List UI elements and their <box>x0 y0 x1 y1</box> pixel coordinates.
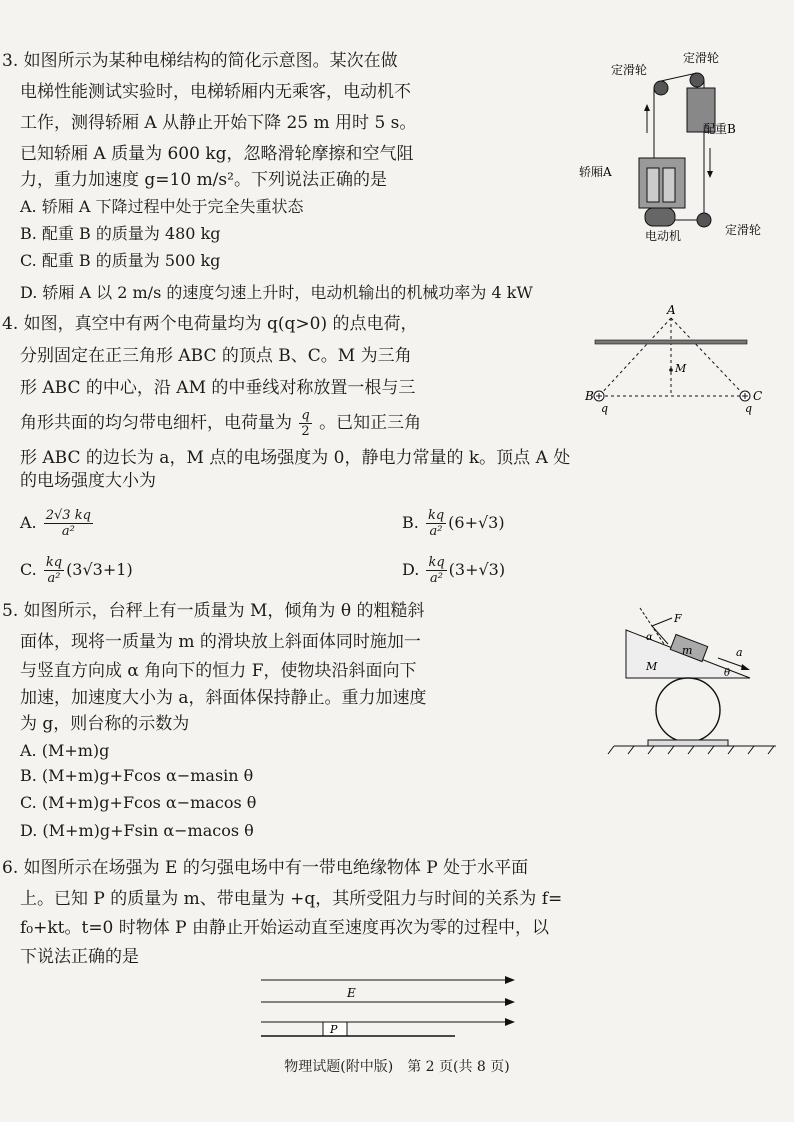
q15-option-d: D. (M+m)g+Fsin α−macos θ <box>20 821 254 840</box>
half-q-fraction <box>299 408 311 439</box>
q14-line-1: 4. 如图，真空中有两个电荷量均为 q(q>0) 的点电荷， <box>2 314 418 334</box>
q15-option-c: C. (M+m)g+Fcos α−macos θ <box>20 793 257 812</box>
q15-line-5: 为 g，则台称的示数为 <box>20 714 190 734</box>
q14-option-d-num: kq <box>428 555 445 570</box>
q14-line-2: 分别固定在正三角形 ABC 的顶点 B、C。M 为三角 <box>20 346 412 366</box>
label-alpha: α <box>646 632 653 643</box>
q15-option-b: B. (M+m)g+Fcos α−masin θ <box>20 766 254 785</box>
elevator-car-a <box>639 158 685 208</box>
q14-option-b-tail: (6+√3) <box>448 513 505 532</box>
q14-option-d-den: a² <box>430 571 444 586</box>
pulley-top-left <box>654 81 668 95</box>
label-pulley-bottom: 定滑轮 <box>725 223 762 237</box>
q14-line-6: 的电场强度大小为 <box>20 471 156 491</box>
label-pulley-top-left: 定滑轮 <box>611 63 648 77</box>
q13-option-c: C. 配重 B 的质量为 500 kg <box>20 251 221 270</box>
q14-option-d <box>402 555 505 586</box>
label-m-large: M <box>646 660 658 673</box>
q14-line-3: 形 ABC 的中心，沿 AM 的中垂线对称放置一根与三 <box>20 378 416 398</box>
q14-option-b-label: B. <box>402 513 419 532</box>
q14-line-4-text: 角形共面的均匀带电细杆，电荷量为 <box>20 413 292 433</box>
q15-line-3: 与竖直方向成 α 角向下的恒力 F，使物块沿斜面向下 <box>20 661 417 681</box>
half-q-den: 2 <box>301 424 310 439</box>
page-footer: 物理试题(附中版) 第 2 页(共 8 页) <box>284 1059 510 1075</box>
label-force-f: F <box>674 612 682 625</box>
q13-line-5: 力，重力加速度 g=10 m/s²。下列说法正确的是 <box>20 170 387 190</box>
q14-option-c-fraction <box>44 555 64 586</box>
pulley-bottom <box>697 213 711 227</box>
q14-option-d-tail: (3+√3) <box>448 560 506 579</box>
q14-option-a-fraction <box>44 508 93 539</box>
q14-option-b <box>402 508 505 539</box>
q14-option-d-label: D. <box>402 560 420 579</box>
q14-line-5: 形 ABC 的边长为 a，M 点的电场强度为 0，静电力常量的 k。顶点 A 处 <box>20 448 571 468</box>
label-accel-a: a <box>736 646 743 659</box>
q14-option-a-label: A. <box>20 513 37 532</box>
q14-option-c-den: a² <box>47 571 61 586</box>
label-m-small: m <box>682 644 693 657</box>
label-motor: 电动机 <box>645 229 682 243</box>
q13-option-d: D. 轿厢 A 以 2 m/s 的速度匀速上升时，电动机输出的机械功率为 4 kW <box>20 283 533 302</box>
triangle-figure <box>585 300 775 418</box>
q14-option-a-num: 2√3 kq <box>45 508 91 523</box>
q13-option-b: B. 配重 B 的质量为 480 kg <box>20 224 221 243</box>
incline-scale-figure <box>600 600 780 758</box>
q13-option-a: A. 轿厢 A 下降过程中处于完全失重状态 <box>20 197 304 216</box>
q14-option-c-num: kq <box>45 555 63 570</box>
q15-line-1: 5. 如图所示，台秤上有一质量为 M，倾角为 θ 的粗糙斜 <box>2 601 425 621</box>
q15-line-2: 面体，现将一质量为 m 的滑块放上斜面体同时施加一 <box>20 632 421 652</box>
pulley-top-right <box>690 73 704 87</box>
label-m: M <box>675 362 687 375</box>
q15-option-a: A. (M+m)g <box>20 741 110 760</box>
charged-rod <box>595 340 747 344</box>
electric-field-figure <box>255 968 525 1040</box>
q13-line-4: 已知轿厢 A 质量为 600 kg，忽略滑轮摩擦和空气阻 <box>20 144 414 164</box>
q14-option-d-fraction <box>426 555 446 586</box>
label-car: 轿厢A <box>579 165 612 179</box>
label-q-c: q <box>745 402 753 415</box>
q13-line-3: 工作，测得轿厢 A 从静止开始下降 25 m 用时 5 s。 <box>20 113 417 133</box>
elevator-figure <box>575 48 775 248</box>
q14-line-4-tail: 。已知正三角 <box>319 413 422 433</box>
q14-option-c <box>20 555 133 586</box>
label-vertex-c: C <box>753 389 763 403</box>
q16-line-1: 6. 如图所示在场强为 E 的匀强电场中有一带电绝缘物体 P 处于水平面 <box>2 858 529 878</box>
q14-option-c-label: C. <box>20 560 37 579</box>
label-object-p: P <box>330 1023 338 1036</box>
q14-option-a-den: a² <box>61 524 75 539</box>
q14-option-c-tail: (3√3+1) <box>66 560 133 579</box>
q14-option-b-den: a² <box>429 524 443 539</box>
label-theta: θ <box>724 668 731 679</box>
scale-dial <box>656 678 720 742</box>
q14-option-b-num: kq <box>427 508 445 523</box>
label-pulley-top-right: 定滑轮 <box>683 51 720 65</box>
q14-option-a <box>20 508 95 539</box>
q13-line-2: 电梯性能测试实验时，电梯轿厢内无乘客，电动机不 <box>20 82 411 102</box>
q14-option-b-fraction <box>426 508 446 539</box>
q16-line-3: f₀+kt。t=0 时物体 P 由静止开始运动直至速度再次为零的过程中，以 <box>20 918 550 938</box>
q15-line-4: 加速，加速度大小为 a，斜面体保持静止。重力加速度 <box>20 688 427 708</box>
label-counterweight: 配重B <box>703 122 736 136</box>
half-q-num: q <box>301 408 310 423</box>
label-field-e: E <box>347 986 356 1000</box>
label-vertex-b: B <box>585 389 594 403</box>
label-vertex-a: A <box>667 303 676 317</box>
q16-line-4: 下说法正确的是 <box>20 947 139 967</box>
label-q-b: q <box>601 402 609 415</box>
motor <box>645 208 675 226</box>
scale-base <box>648 740 728 746</box>
q13-line-1: 3. 如图所示为某种电梯结构的简化示意图。某次在做 <box>2 51 398 71</box>
q14-line-4 <box>20 408 421 439</box>
q16-line-2: 上。已知 P 的质量为 m、带电量为 +q，其所受阻力与时间的关系为 f= <box>20 889 563 909</box>
center-m <box>669 368 673 372</box>
